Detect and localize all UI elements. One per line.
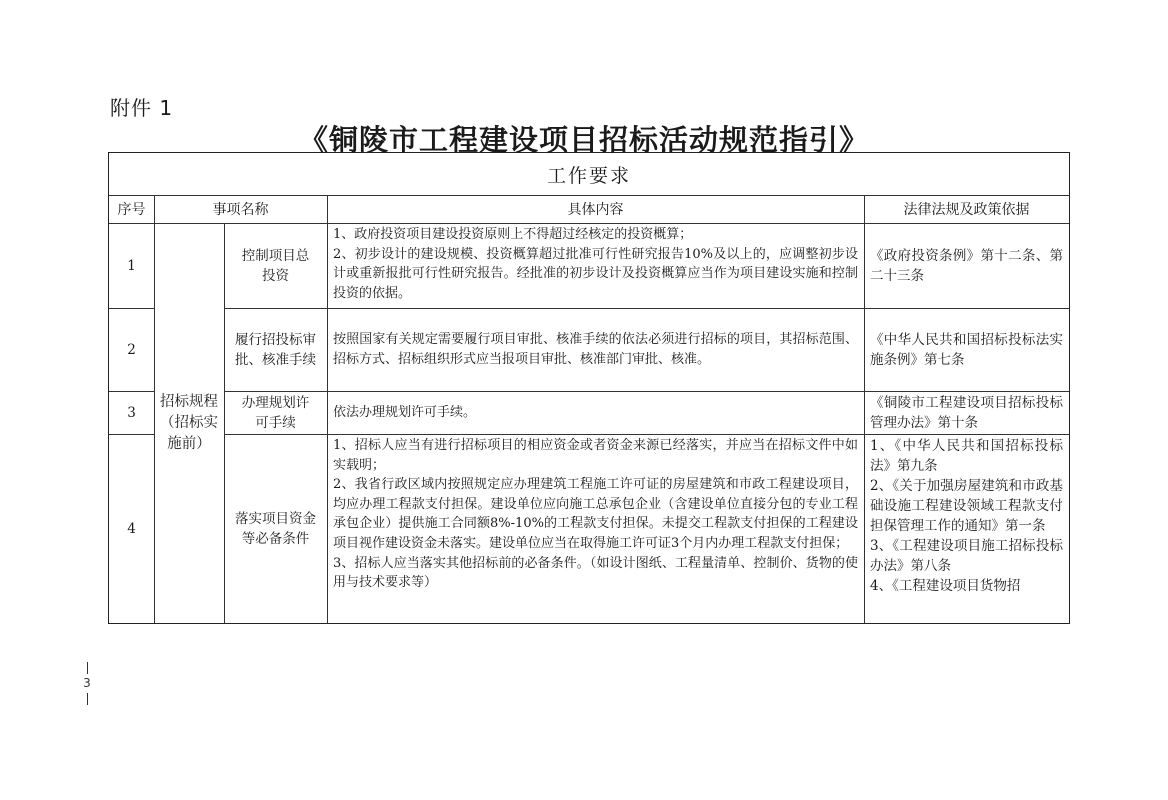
item-content — [327, 434, 864, 623]
column-header-legal: 法律法规及政策依据 — [903, 202, 1030, 218]
item-name: 履行招投标审批、核准手续 — [235, 331, 316, 368]
legal-text: 《中华人民共和国招标投标法实施条例》第七条 — [870, 331, 1063, 368]
row-number: 2 — [127, 341, 136, 358]
legal-basis — [864, 434, 1069, 623]
content-text: 依法办理规划许可手续。 — [333, 404, 477, 420]
column-header-item: 事项名称 — [212, 202, 269, 218]
item-content — [327, 391, 864, 434]
item-content — [327, 308, 864, 391]
document-title: 《铜陵市工程建设项目招标活动规范指引》 — [298, 123, 869, 157]
item-name: 控制项目总投资 — [241, 247, 310, 284]
attachment-label: 附件 1 — [110, 96, 174, 120]
content-text: 1、招标人应当有进行招标项目的相应资金或者资金来源已经落实，并应当在招标文件中如实载明； 2、我省行政区域内按照规定应办理建筑工程施工许可证的房屋建筑和市政工程建设项目，均应办理工程款支付担保。建设单位应向施工总承包企业（含建设单位直接分包的专业工程承包企业）提供施工合同额8%-10%的工程款支付担保。未提交工程款支付担保的工程建设项目视作建设资金未落实。建设单位应当在取得施工许可证3个月内办理工程款支付担保； 3、招标人应当落实其他招标前的必备条件。（如设计图纸、工程量清单、控制价、货物的使用与技术要求等） — [333, 438, 858, 591]
item-content — [327, 223, 864, 308]
item-name: 办理规划许可手续 — [241, 394, 310, 431]
legal-text: 《政府投资条例》第十二条、第二十三条 — [870, 247, 1063, 284]
legal-basis — [864, 223, 1069, 308]
requirements-table — [108, 152, 1070, 624]
page-number-text: 3 — [83, 676, 91, 690]
row-number: 3 — [127, 404, 136, 421]
page-number-dash — [87, 662, 88, 674]
row-number: 1 — [127, 257, 136, 274]
item-name: 落实项目资金等必备条件 — [235, 510, 316, 547]
page-number-dash — [87, 693, 88, 705]
section-title: 工作要求 — [546, 164, 631, 187]
legal-basis — [864, 308, 1069, 391]
column-header-content: 具体内容 — [567, 202, 624, 218]
column-header-no: 序号 — [117, 202, 146, 218]
row-number: 4 — [127, 520, 136, 537]
legal-text: 1、《中华人民共和国招标投标法》第九条 2、《关于加强房屋建筑和市政基础设施工程建设领域工程款支付担保管理工作的通知》第一条 3、《工程建设项目施工招标投标办法》第八条 4、《工程建设项目货物招 — [870, 438, 1063, 594]
legal-basis — [864, 391, 1069, 434]
content-text: 1、政府投资项目建设投资原则上不得超过经核定的投资概算； 2、初步设计的建设规模、投资概算超过批准可行性研究报告10%及以上的，应调整初步设计或重新报批可行性研究报告。经批准的初步设计及投资概算应当作为项目建设实施和控制投资的依据。 — [333, 227, 858, 301]
stage-cell — [154, 223, 224, 623]
page-number — [80, 660, 94, 707]
content-text: 按照国家有关规定需要履行项目审批、核准手续的依法必须进行招标的项目，其招标范围、招标方式、招标组织形式应当报项目审批、核准部门审批、核准。 — [333, 331, 858, 367]
legal-text: 《铜陵市工程建设项目招标投标管理办法》第十条 — [870, 394, 1063, 431]
stage-label: 招标规程（招标实施前） — [160, 393, 218, 452]
